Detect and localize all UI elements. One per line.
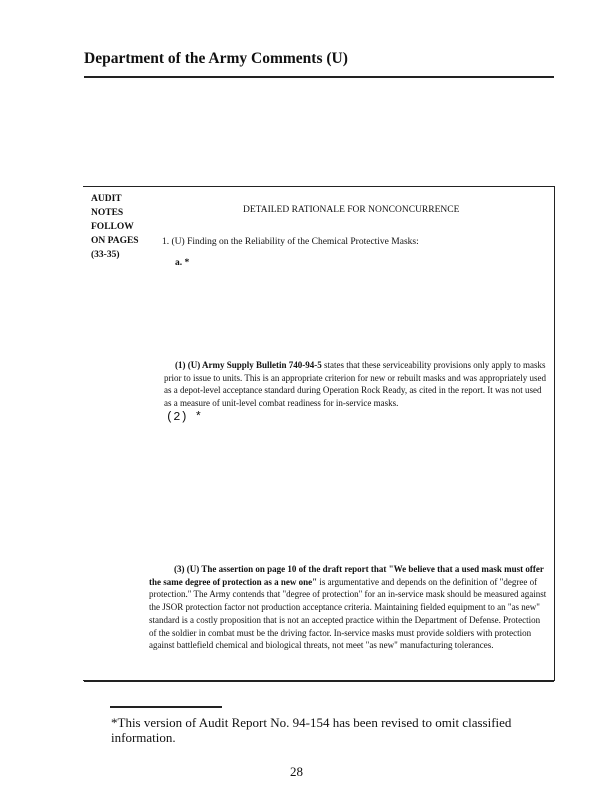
page-header: Department of the Army Comments (U): [84, 50, 348, 67]
box-top-rule: [84, 186, 554, 187]
page-number: 28: [290, 764, 303, 779]
section-title: DETAILED RATIONALE FOR NONCONCURRENCE: [243, 205, 460, 215]
paragraph-1-lead: (1) (U) Army Supply Bulletin 740-94-5: [175, 360, 322, 370]
audit-note-line: (33-35): [91, 250, 120, 260]
audit-notes: [91, 192, 139, 262]
audit-note-line: NOTES: [91, 208, 124, 218]
paragraph-2: (2) *: [166, 410, 203, 424]
paragraph-3: [149, 563, 549, 652]
item-a: a. *: [175, 258, 190, 268]
paragraph-1: [164, 359, 548, 409]
box-bottom-rule: [84, 680, 554, 682]
header-rule: [84, 76, 554, 78]
paragraph-3-lead: (3) (U) The assertion on page 10 of the draft report that "We believe that a used mask must offer the same degree of protection as a new one": [149, 564, 544, 587]
paragraph-1-text: states that these serviceability provisions only apply to masks prior to issue to units. This is an appropriate criterion for new or rebuilt masks and was appropriately used as a depot-level acceptance standard during Operation Rock Ready, as cited in the report. It was not used as a measure of unit-level combat readiness for in-service masks.: [164, 360, 546, 408]
footnote-rule: [110, 706, 222, 708]
footnote: *This version of Audit Report No. 94-154 has been revised to omit classified information.: [111, 715, 512, 745]
paragraph-3-text: is argumentative and depends on the definition of "degree of protection." The Army contends that "degree of protection" for an in-service mask should be measured against the JSOR protection factor not production acceptance criteria. Maintaining fielded equipment to an "as new" standard is a costly proposition that is not an accepted practice within the Department of Defense. Protection of the soldier in combat must be the driving factor. In-service masks must provide soldiers with protection against battlefield chemical and biological threats, not meet "as new" manufacturing tolerances.: [149, 576, 547, 651]
audit-note-line: FOLLOW: [91, 222, 134, 232]
audit-note-line: ON PAGES: [91, 236, 139, 246]
audit-note-line: AUDIT: [91, 194, 122, 204]
finding-heading: 1. (U) Finding on the Reliability of the Chemical Protective Masks:: [162, 237, 419, 247]
